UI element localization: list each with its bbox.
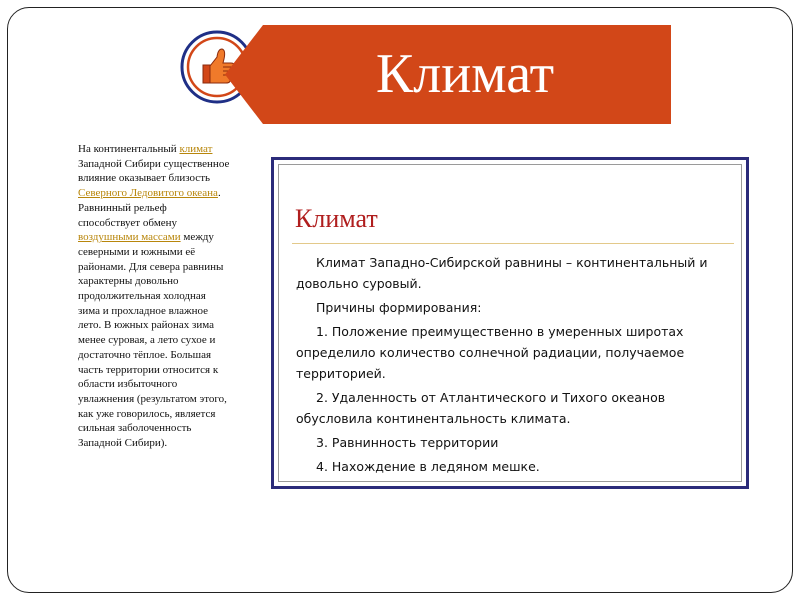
climate-info-box <box>271 157 749 489</box>
text-fragment: . Равнинный рельеф способствует обмену <box>78 187 221 229</box>
box-line: Причины формирования: <box>316 300 482 315</box>
box-divider <box>292 243 734 244</box>
climate-description <box>78 142 230 451</box>
slide-title: Климат <box>375 43 555 105</box>
box-line: 3. Равнинность территории <box>316 435 499 450</box>
box-line: 1. Положение преимущественно в умеренных широтах определило количество солнечной радиации, получаемое территорией. <box>296 324 685 381</box>
box-body <box>296 252 716 480</box>
climate-link[interactable]: климат <box>179 143 213 155</box>
box-line: 4. Нахождение в ледяном мешке. <box>316 459 540 474</box>
arctic-ocean-link[interactable]: Северного Ледовитого океана <box>78 187 218 200</box>
text-fragment: Западной Сибири существенное влияние оказывает близость <box>78 157 230 185</box>
text-fragment: На континентальный <box>78 143 180 155</box>
text-fragment: между северными и южными её районами. Для севера равнины характерны довольно продолжительная холодная зима и прохладное влажное лето. В южных районах зима менее суровая, а лето сухое и достаточно тёплое. Большая часть территории относится к области избыточного увлажнения (результатом этого, как уже говорилось, является сильная заболоченность Западной Сибири). <box>78 231 227 450</box>
box-title: Климат <box>295 204 378 233</box>
air-masses-link[interactable]: воздушными массами <box>78 231 181 244</box>
box-line: Климат Западно-Сибирской равнины – континентальный и довольно суровый. <box>296 255 708 291</box>
box-line: 2. Удаленность от Атлантического и Тихого океанов обусловила континентальность климата. <box>296 390 666 426</box>
